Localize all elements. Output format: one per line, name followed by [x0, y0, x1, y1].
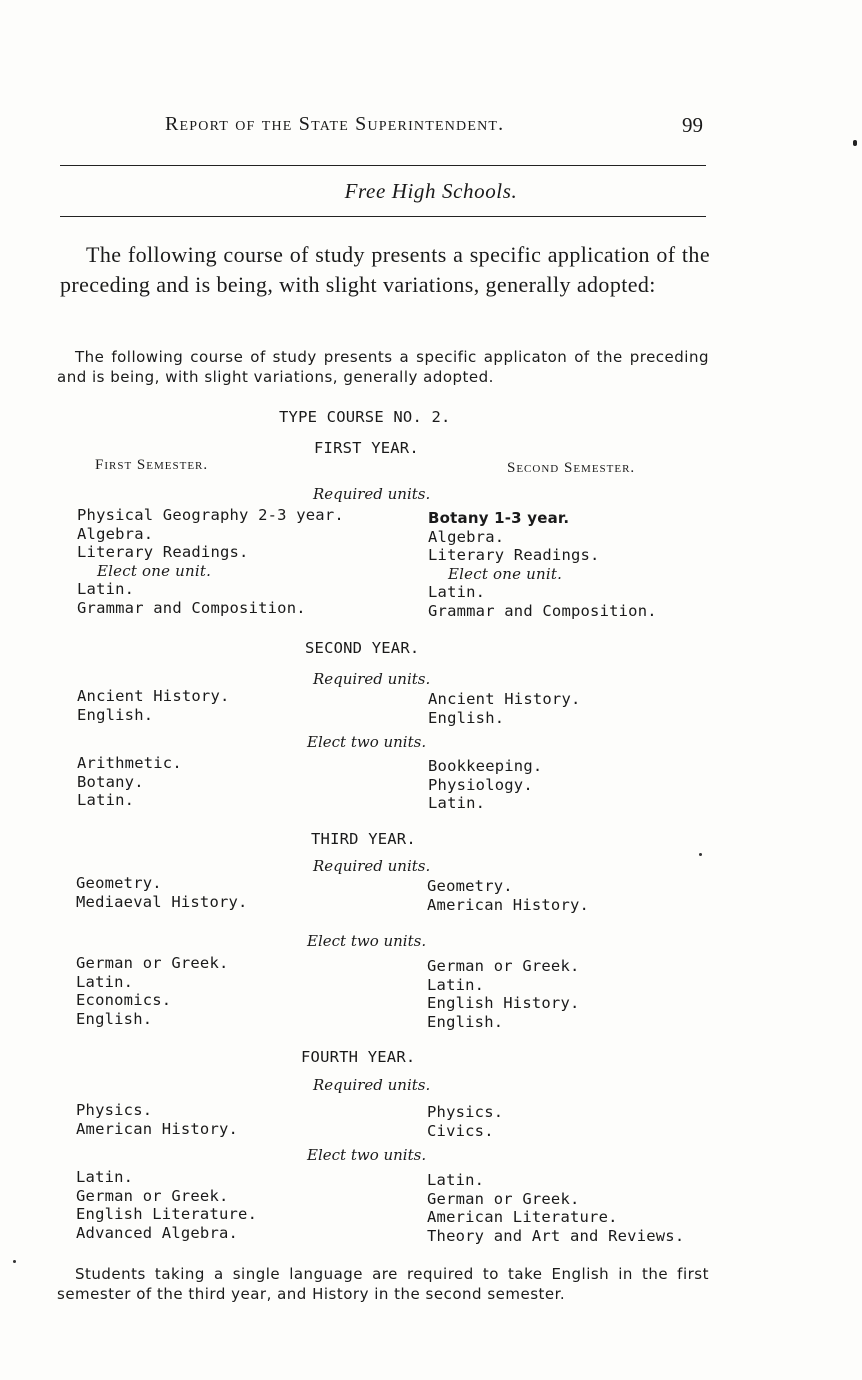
list-item: Literary Readings.	[428, 546, 600, 564]
list-item: Physics.	[76, 1101, 153, 1119]
typed-paragraph: The following course of study presents a specific applicaton of the preceding and is being, with slight variations, generally adopted.	[57, 348, 709, 386]
second-semester-list	[427, 957, 580, 1031]
list-item: American Literature.	[427, 1208, 618, 1226]
list-item: Ancient History.	[77, 687, 230, 705]
elect-label: Elect two units.	[307, 733, 427, 751]
list-item: Grammar and Composition.	[428, 601, 657, 620]
section-title: Free High Schools.	[344, 179, 518, 203]
year-title: THIRD YEAR.	[311, 830, 416, 848]
list-item: Literary Readings.	[77, 543, 249, 561]
list-item: Latin.	[427, 975, 485, 994]
page-number: 99	[682, 113, 703, 137]
year-title: FOURTH YEAR.	[301, 1048, 416, 1066]
required-label: Required units.	[313, 857, 431, 875]
running-header: Report of the State Superintendent.	[165, 113, 505, 135]
elect-label: Elect two units.	[307, 932, 427, 950]
first-semester-header: First Semester.	[95, 457, 209, 473]
list-item: American History.	[76, 1119, 239, 1138]
scan-mark	[853, 140, 857, 146]
list-item: German or Greek.	[427, 1189, 580, 1208]
list-item: Arithmetic.	[77, 754, 182, 772]
required-label: Required units.	[313, 485, 431, 503]
list-item: English.	[427, 1012, 504, 1031]
list-item: English.	[77, 705, 154, 724]
required-label: Required units.	[313, 1076, 431, 1094]
list-item: German or Greek.	[76, 1186, 229, 1205]
list-item: American History.	[427, 895, 590, 914]
list-item: Latin.	[76, 972, 134, 991]
intro-paragraph: The following course of study presents a specific application of the preceding and is being, with slight variations, generally adopted:	[60, 242, 710, 297]
first-semester-list	[77, 687, 230, 724]
list-item: English History.	[427, 994, 580, 1012]
elect-label: Elect one unit.	[97, 561, 212, 580]
list-item: Physiology.	[428, 775, 533, 794]
list-item: Mediaeval History.	[76, 892, 248, 911]
second-semester-list	[428, 690, 581, 727]
list-item: Algebra.	[428, 527, 505, 546]
list-item: Geometry.	[76, 874, 162, 892]
list-item: Latin.	[428, 583, 486, 601]
list-item: English.	[76, 1009, 153, 1028]
list-item: Economics.	[76, 991, 172, 1009]
top-rule	[60, 165, 706, 166]
list-item: Latin.	[427, 1171, 485, 1189]
list-item: Geometry.	[427, 877, 513, 895]
list-item: English.	[428, 708, 505, 727]
elect-label: Elect one unit.	[448, 564, 563, 583]
first-semester-list	[77, 506, 344, 617]
list-item: German or Greek.	[76, 954, 229, 972]
list-item: Algebra.	[77, 524, 154, 543]
first-semester-list	[76, 874, 248, 911]
first-semester-list	[77, 754, 182, 810]
list-item: Latin.	[77, 580, 135, 598]
second-semester-list	[427, 1171, 684, 1245]
first-semester-list	[76, 1101, 238, 1138]
bottom-rule	[60, 216, 706, 217]
second-semester-header: Second Semester.	[507, 460, 636, 476]
list-item: Latin.	[77, 791, 135, 809]
list-item: English Literature.	[76, 1205, 258, 1223]
first-semester-list	[76, 1168, 257, 1242]
second-semester-list	[428, 509, 657, 620]
list-item: Physics.	[427, 1103, 504, 1121]
list-item: Botany.	[77, 772, 144, 791]
list-item: Latin.	[428, 794, 486, 812]
scan-dot	[699, 853, 702, 856]
list-item: Bookkeeping.	[428, 757, 543, 775]
first-semester-list	[76, 954, 229, 1028]
list-item: Grammar and Composition.	[77, 598, 306, 617]
footer-paragraph: Students taking a single language are required to take English in the first semester of the third year, and History in the second semester.	[57, 1265, 709, 1303]
course-title: TYPE COURSE NO. 2.	[279, 408, 451, 426]
year-title: SECOND YEAR.	[305, 639, 420, 657]
list-item: Botany 1-3 year.	[428, 509, 570, 527]
list-item: Latin.	[76, 1168, 134, 1186]
list-item: Advanced Algebra.	[76, 1223, 239, 1242]
elect-label: Elect two units.	[307, 1146, 427, 1164]
list-item: German or Greek.	[427, 957, 580, 975]
scan-dot	[13, 1260, 16, 1263]
year-title: FIRST YEAR.	[314, 439, 419, 457]
second-semester-list	[427, 1103, 503, 1140]
required-label: Required units.	[313, 670, 431, 688]
list-item: Ancient History.	[428, 690, 581, 708]
second-semester-list	[427, 877, 589, 914]
second-semester-list	[428, 757, 542, 813]
list-item: Civics.	[427, 1121, 494, 1140]
list-item: Theory and Art and Reviews.	[427, 1226, 685, 1245]
list-item: Physical Geography 2-3 year.	[77, 506, 344, 524]
